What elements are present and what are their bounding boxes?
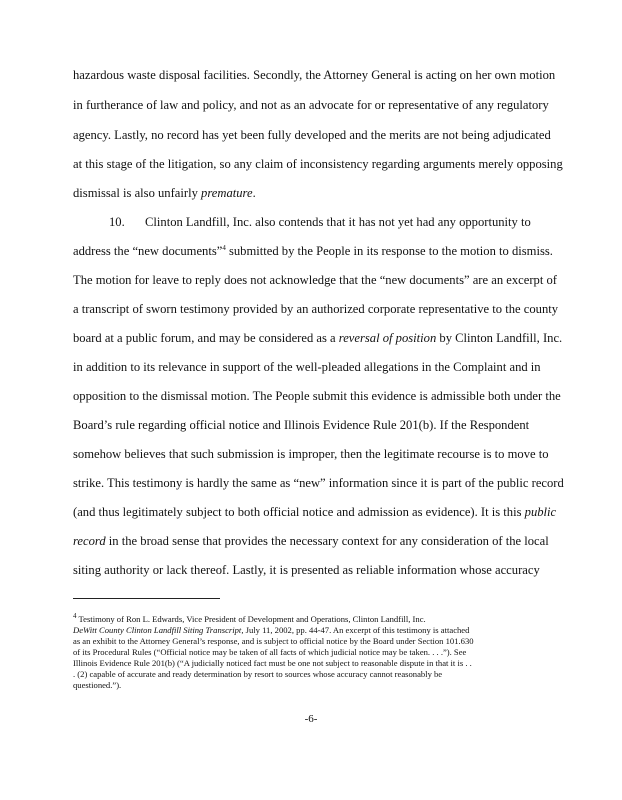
body-line: in addition to its relevance in support of the well-pleaded allegations in the Complaint and in — [73, 360, 541, 374]
body-line: at this stage of the litigation, so any claim of inconsistency regarding arguments merely opposing — [73, 157, 563, 171]
body-line: (and thus legitimately subject to both official notice and admission as evidence). It is this public — [73, 505, 557, 519]
page-number: -6- — [304, 713, 318, 725]
body-line: address the “new documents”$^4$ submitted by the People in its response to the motion to dismiss. — [73, 243, 553, 258]
body-line: siting authority or lack thereof. Lastly, it is presented as reliable information whose accuracy — [73, 563, 540, 577]
footnote-line: $^4$ Testimony of Ron L. Edwards, Vice President of Development and Operations, Clinton Landfill, Inc. — [73, 612, 426, 624]
footnote-line: questioned.”). — [73, 680, 122, 690]
emphasis-text: public — [524, 505, 557, 519]
body-line: The motion for leave to reply does not acknowledge that the “new documents” are an excerpt of — [73, 273, 557, 287]
body-line: agency. Lastly, no record has yet been fully developed and the merits are not being adjudicated — [73, 128, 551, 142]
body-line: somehow believes that such submission is improper, then the legitimate recourse is to move to — [73, 447, 549, 461]
emphasis-text: premature — [201, 186, 253, 200]
body-line: strike. This testimony is hardly the same as “new” information since it is part of the public record — [73, 476, 564, 490]
body-line: board at a public forum, and may be considered as a reversal of position by Clinton Landfill, Inc. — [73, 331, 563, 345]
footnote-line: of its Procedural Rules (“Official notice may be taken of all facts of which judicial notice may be taken. . . .”). See — [73, 647, 467, 657]
body-line: a transcript of sworn testimony provided by an authorized corporate representative to the county — [73, 302, 559, 316]
footnote-line: DeWitt County Clinton Landfill Siting Transcript, July 11, 2002, pp. 44-47. An excerpt of this testimony is attached — [73, 625, 470, 635]
body-line: opposition to the dismissal motion. The People submit this evidence is admissible both under the — [73, 389, 561, 403]
body-line: in furtherance of law and policy, and not as an advocate for or representative of any regulatory — [73, 98, 549, 112]
footnote-line: . (2) capable of accurate and ready determination by resort to sources whose accuracy cannot reasonably be — [73, 669, 443, 679]
footnote-marker: 4 — [73, 612, 77, 621]
footnote-reference: 4 — [222, 243, 226, 252]
paragraph-number: 10. — [109, 215, 125, 229]
emphasis-text: reversal of position — [338, 331, 437, 345]
body-line: dismissal is also unfairly premature. — [73, 186, 256, 200]
emphasis-text: record — [73, 534, 106, 548]
paragraph-10-first-line: 10. Clinton Landfill, Inc. also contends that it has not yet had any opportunity to — [73, 215, 531, 229]
body-line: hazardous waste disposal facilities. Secondly, the Attorney General is acting on her own motion — [73, 68, 556, 82]
body-line: record in the broad sense that provides the necessary context for any consideration of the local — [73, 534, 549, 548]
footnote-line: as an exhibit to the Attorney General’s response, and is subject to official notice by the Board under Section 101.630 — [73, 636, 474, 646]
footnote-line: Illinois Evidence Rule 201(b) (“A judicially noticed fact must be one not subject to reasonable dispute in that it is . . — [73, 658, 472, 668]
footnote-divider — [73, 598, 220, 599]
body-line: Board’s rule regarding official notice and Illinois Evidence Rule 201(b). If the Respondent — [73, 418, 530, 432]
emphasis-text: DeWitt County Clinton Landfill Siting Transcript — [73, 625, 242, 635]
